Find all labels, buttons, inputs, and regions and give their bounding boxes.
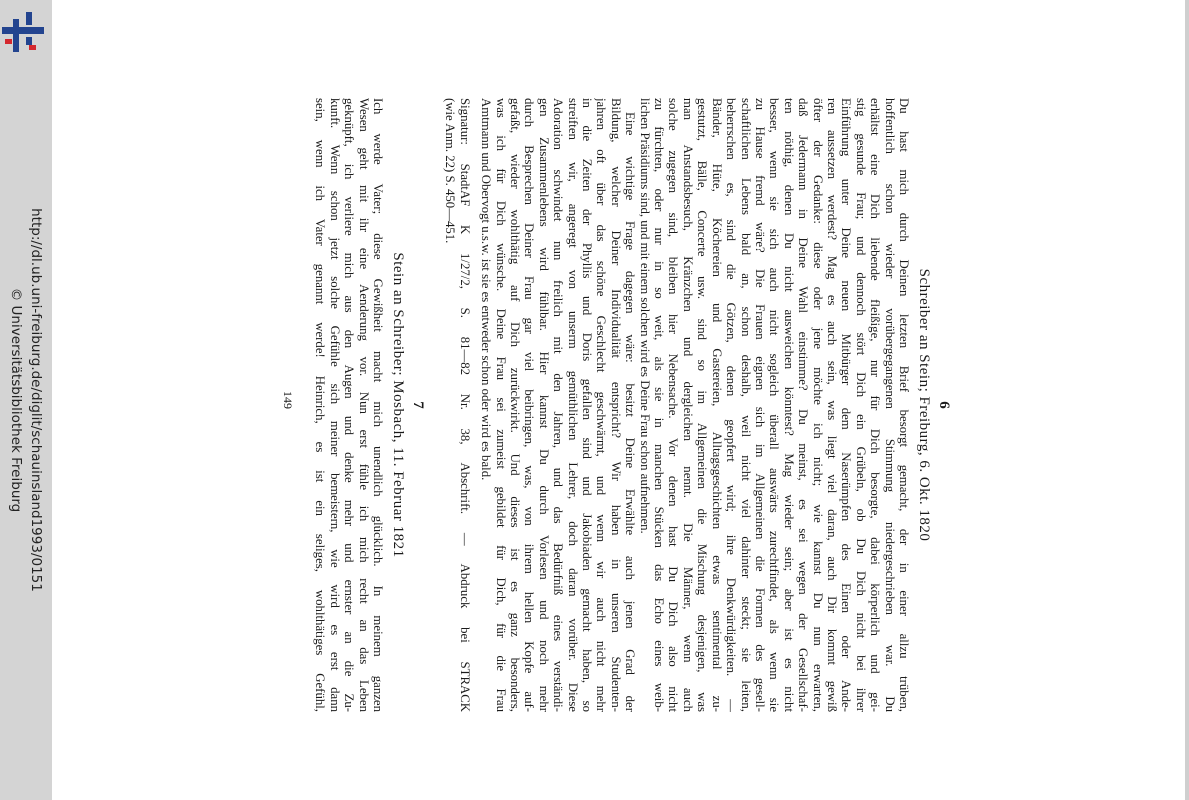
- text-line: Eine wichtige Frage dagegen wäre: besitzt Deine Erwählte auch jenen Grad der: [623, 112, 638, 712]
- text-line: man Anstandsbesuch, Kränzchen und dergleichen nennt. Die Männer, wenn auch: [680, 98, 695, 712]
- text-line: gefaßt, wieder wohlthätig auf Dich zurückwirkt. Und dieses ist es ganz besonders,: [508, 98, 523, 712]
- letter-7-title: Stein an Schreiber; Mosbach, 11. Februar 1821: [390, 252, 406, 558]
- sidebar: [0, 0, 52, 800]
- text-line: was ich für Dich wünsche. Deine Frau sei zumeist gebildet für Dich, für die Frau: [493, 98, 508, 712]
- letter-7-body: [313, 98, 385, 712]
- text-line: Bänder, Hüte, Köchereien und Gastereien, Alltagsgeschichten etwas sentimental zu-: [709, 98, 724, 712]
- text-line: jahren oft über das schöne Geschlecht geschwärmt, und wenn wir auch nicht mehr: [594, 98, 609, 712]
- letter-6-signature: [443, 98, 472, 712]
- text-line: zu fürchten, oder nur in so weit, als sie in manchen Stücken das Echo eines weib-: [652, 98, 667, 712]
- text-line: schaftlichen Lebens bald an, schon deshalb, weil nicht viel dahinter steckt; sie leiten,: [738, 98, 753, 712]
- text-line: beherrschen es, sind die Götzen, denen geopfert wird; ihre Denkwürdigkeiten. —: [724, 98, 739, 712]
- scanned-page: [279, 0, 959, 800]
- text-line: erhältst eine Dich liebende fleißige, nur für Dich besorgte, dabei körperlich und gei-: [868, 98, 883, 712]
- page-number: 149: [281, 391, 296, 409]
- sidebar-caption: [6, 10, 46, 790]
- text-line: geknüpft, ich verliere mich aus den Augen und denke mehr und ernster an die Zu-: [342, 98, 357, 712]
- text-line: stig gesunde Frau; und dennoch stört Dich ein Grübeln, ob Du Dich nicht bei ihrer: [853, 98, 868, 712]
- text-line: zu Hause fremd wäre? Die Frauen eignen sich im Allgemeinen die Formen des gesell-: [752, 98, 767, 712]
- text-line: Bildung, welcher Deiner Individualität entspricht? Wir haben in unseren Studenten-: [608, 98, 623, 712]
- letter-6-number: 6: [936, 401, 952, 409]
- letter-6-title: Schreiber an Stein; Freiburg, 6. Okt. 1820: [916, 268, 932, 542]
- text-line: solche zugegen sind, bleiben hier Nebensache. Vor denen hast Du Dich also nicht: [666, 98, 681, 712]
- text-line: Amtmann und Obervogt u.s.w. ist sie es entweder schon oder wird es bald.: [479, 98, 494, 481]
- text-line: gen Zusammenlebens wird fühlbar. Hier kannst Du durch Vorlesen und noch mehr: [536, 98, 551, 712]
- text-line: in die Zeiten der Phyllis und Doris gefallen sind und Jakobiaden gemacht haben, so: [580, 98, 595, 712]
- text-line: ten nöthig, denen Du nicht ausweichen könntest? Mag wieder sein; aber ist es nicht: [781, 98, 796, 712]
- text-line: durch Besprechen Deiner Frau gar viel beibringen, was, von ihrem hellen Kopfe auf-: [522, 98, 537, 712]
- document-url: http://dl.ub.uni-freiburg.de/diglit/schauinsland1993/0151: [28, 208, 44, 592]
- right-edge-strip: [1185, 0, 1189, 800]
- text-line: hoffentlich schon wieder vorübergegangenen Stimmung niedergeschrieben war. Du: [882, 98, 897, 712]
- text-line: öfter der Gedanke: diese oder jene möchte ich nicht; wie kannst Du nun erwarten,: [810, 98, 825, 712]
- text-line: (wie Anm. 22) S. 450—451.: [443, 98, 458, 244]
- text-line: sein, wenn ich Vater genannt werde! Heinrich, es ist ein seliges, wohlthätiges Gefühl,: [313, 98, 328, 712]
- text-line: Ich werde Vater; diese Gewißheit macht mich unendlich glücklich. In meinem ganzen: [371, 98, 385, 712]
- text-line: Einführung unter Deine neuen Mitbürger dem Naserümpfen des Einen oder Ande-: [839, 98, 854, 712]
- letter-7-number: 7: [410, 401, 426, 409]
- letter-6-body: [479, 98, 911, 712]
- text-line: kunft. Wenn schon jetzt solche Gefühle sich meiner bemeistern, wie wird es erst dann: [327, 98, 342, 712]
- text-line: Adoration schwindet nun freilich mit den Jahren, und das Bedürfniß eines verständi-: [551, 98, 566, 712]
- text-line: besser, wenn sie sich auch nicht sogleich überall auswärts zurechtfindet, als wenn sie: [767, 98, 782, 712]
- copyright-notice: © Universitätsbibliothek Freiburg: [8, 287, 24, 513]
- text-line: Wesen geht mit ihr eine Aenderung vor. Nun erst fühle ich mich recht an das Leben: [356, 98, 371, 712]
- text-line: streiften wir, angeregt von unserm gemüthlichen Lehrer, doch daran vorüber. Diese: [565, 98, 580, 712]
- text-line: daß Jedermann in Deine Wahl einstimme? Du meinst, es sei wegen der Gesellschaf-: [796, 98, 811, 712]
- text-line: Du hast mich durch Deinen letzten Brief besorgt gemacht, der in einer allzu trüben,: [897, 98, 911, 712]
- text-line: Signatur: StadtAF K 1/27/2, S. 81—82 Nr. 38, Abschrift. — Abdruck bei STRACK: [457, 98, 472, 712]
- text-line: lichen Präsidiums sind, und mit einem solchen wird es Deine Frau schon aufnehmen.: [637, 98, 652, 534]
- text-line: ren aussetzen werdest? Mag es auch sein, was liegt viel daran, auch Dir kommt gewiß: [824, 98, 839, 712]
- text-line: gestutzt, Bälle, Concerte usw. sind so im Allgemeinen die Mischung desjenigen, was: [695, 98, 710, 712]
